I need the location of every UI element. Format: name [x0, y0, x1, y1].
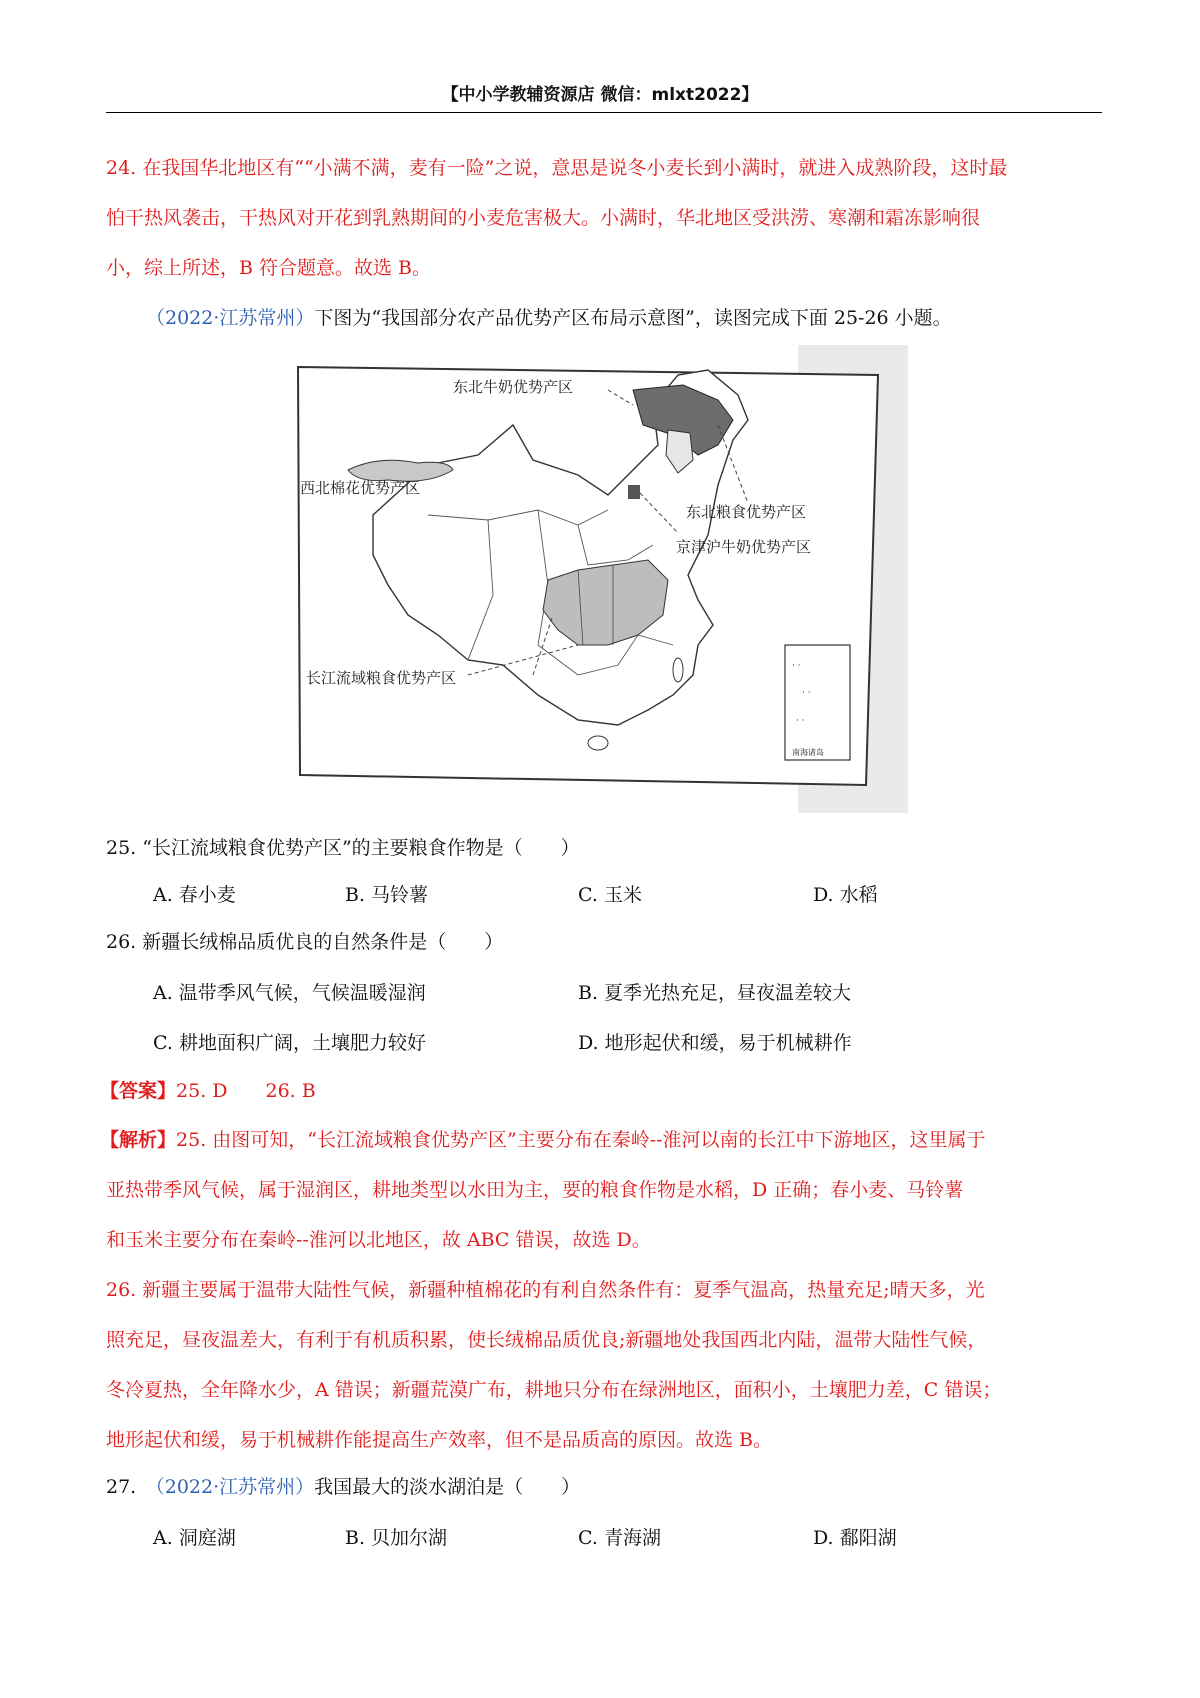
analysis-25-line-3: 和玉米主要分布在秦岭--淮河以北地区，故 ABC 错误，故选 D。 [106, 1229, 651, 1251]
answer-line [100, 1076, 316, 1103]
svg-text:· ·: · · [802, 688, 811, 698]
q27-option-a: A. 洞庭湖 [153, 1527, 236, 1549]
q27-stem-line [106, 1472, 580, 1499]
label-nw-cotton: 西北棉花优势产区 [300, 479, 421, 497]
q26-option-b: B. 夏季光热充足，昼夜温差较大 [578, 982, 852, 1004]
q26-stem: 26. 新疆长绒棉品质优良的自然条件是（ ） [106, 931, 504, 953]
svg-text:· ·: · · [796, 716, 805, 726]
agri-production-map [278, 345, 908, 813]
q25-option-b: B. 马铃薯 [345, 884, 429, 906]
intro-25-26 [146, 303, 952, 330]
q26-option-a: A. 温带季风气候，气候温暖湿润 [153, 982, 426, 1004]
q27-option-c: C. 青海湖 [578, 1527, 661, 1549]
q25-option-c: C. 玉米 [578, 884, 642, 906]
q25-stem: 25. “长江流域粮食优势产区”的主要粮食作物是（ ） [106, 837, 580, 859]
analysis-tag: 【解析】 [100, 1129, 177, 1151]
q27-option-b: B. 贝加尔湖 [345, 1527, 448, 1549]
answer-text: 25. D 26. B [176, 1080, 316, 1102]
label-ne-milk: 东北牛奶优势产区 [453, 378, 574, 396]
q27-source: （2022·江苏常州） [155, 1476, 315, 1498]
label-ne-grain: 东北粮食优势产区 [686, 503, 807, 521]
answer-tag: 【答案】 [100, 1080, 177, 1102]
label-jjh-milk: 京津沪牛奶优势产区 [676, 538, 812, 556]
analysis-25-line-2: 亚热带季风气候，属于湿润区，耕地类型以水田为主，要的粮食作物是水稻，D 正确；春小麦、马铃薯 [106, 1179, 964, 1201]
analysis-26-line-2: 照充足，昼夜温差大，有利于有机质积累，使长绒棉品质优良;新疆地处我国西北内陆，温带大陆性气候， [106, 1329, 987, 1351]
intro-text: 下图为“我国部分农产品优势产区布局示意图”，读图完成下面 25-26 小题。 [314, 307, 952, 329]
q25-option-a: A. 春小麦 [153, 884, 236, 906]
analysis-25-line-1 [100, 1125, 986, 1152]
q27-number: 27. [106, 1476, 137, 1498]
page-header: 【中小学教辅资源店 微信：mlxt2022】 [441, 85, 759, 105]
analysis-26-line-1: 26. 新疆主要属于温带大陆性气候，新疆种植棉花的有利自然条件有：夏季气温高，热量充足;晴天多，光 [106, 1279, 985, 1301]
q26-option-c: C. 耕地面积广阔，土壤肥力较好 [153, 1032, 426, 1054]
analysis-26-line-4: 地形起伏和缓，易于机械耕作能提高生产效率，但不是品质高的原因。故选 B。 [106, 1429, 773, 1451]
q27-option-d: D. 鄱阳湖 [813, 1527, 897, 1549]
analysis-25-text-1: 25. 由图可知，“长江流域粮食优势产区”主要分布在秦岭--淮河以南的长江中下游地区，这里属于 [176, 1129, 986, 1151]
q26-option-d: D. 地形起伏和缓，易于机械耕作 [578, 1032, 852, 1054]
q24-explanation-line-3: 小，综上所述，B 符合题意。故选 B。 [106, 257, 432, 279]
analysis-26-line-3: 冬冷夏热，全年降水少，A 错误；新疆荒漠广布，耕地只分布在绿洲地区，面积小，土壤肥力差，C 错误； [106, 1379, 1002, 1401]
header-divider [106, 112, 1102, 113]
label-south-sea: 南海诸岛 [792, 748, 824, 757]
label-yangtze-grain: 长江流域粮食优势产区 [306, 669, 457, 687]
q24-explanation-line-1: 24. 在我国华北地区有““小满不满，麦有一险”之说，意思是说冬小麦长到小满时，就进入成熟阶段，这时最 [106, 157, 1008, 179]
q24-explanation-line-2: 怕干热风袭击，干热风对开花到乳熟期间的小麦危害极大。小满时，华北地区受洪涝、寒潮和霜冻影响很 [106, 207, 981, 229]
intro-source: （2022·江苏常州） [146, 307, 315, 329]
svg-text:· ·: · · [792, 661, 801, 671]
q25-option-d: D. 水稻 [813, 884, 878, 906]
q27-stem: 我国最大的淡水湖泊是（ ） [314, 1476, 581, 1498]
